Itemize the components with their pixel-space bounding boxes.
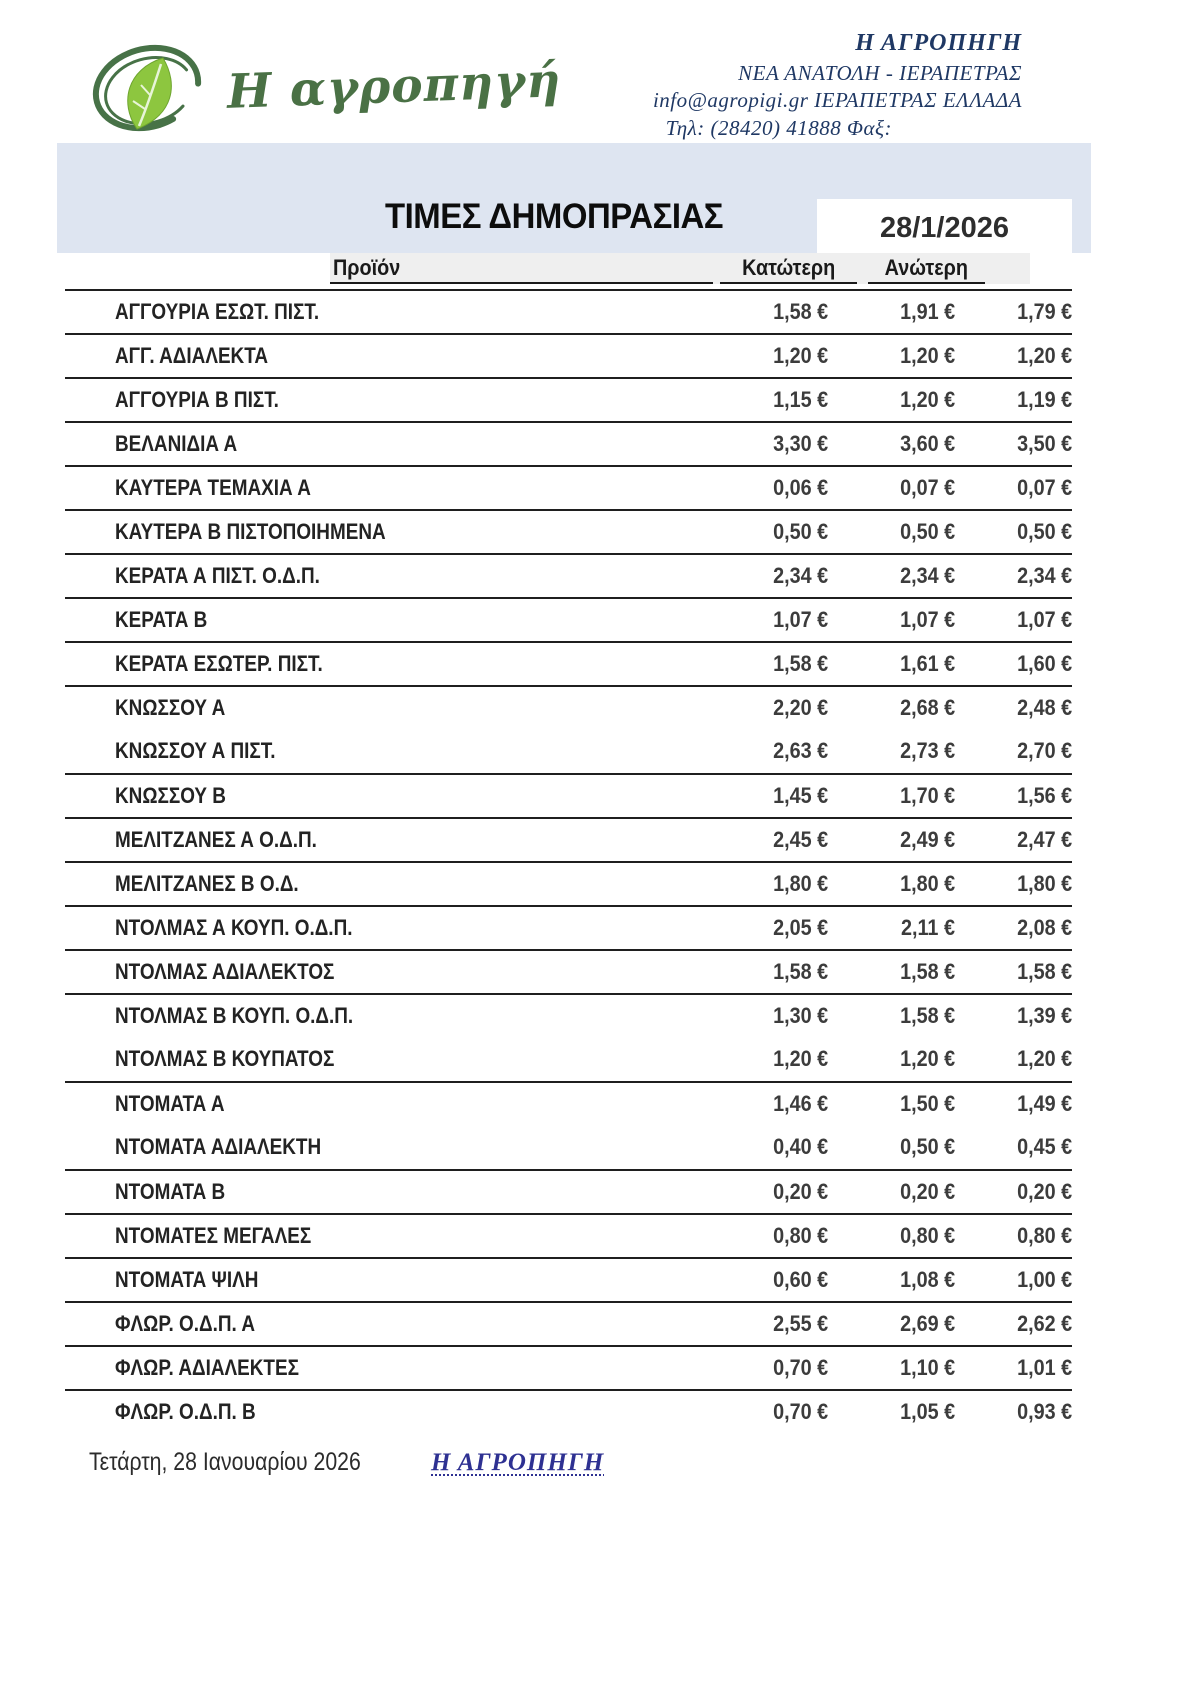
table-row	[65, 1081, 1072, 1125]
price-low-cell: 1,58 €	[772, 959, 828, 984]
company-logo	[85, 22, 561, 143]
price-high-cell: 1,08 €	[899, 1267, 955, 1292]
table-row	[65, 641, 1072, 685]
price-low-cell: 2,45 €	[772, 827, 828, 852]
page-footer	[65, 1448, 604, 1477]
product-name-cell: ΝΤΟΛΜΑΣ Β ΚΟΥΠΑΤΟΣ	[115, 1046, 335, 1071]
price-high-cell: 2,11 €	[901, 915, 955, 940]
product-name-cell: ΚΕΡΑΤΑ ΕΣΩΤΕΡ. ΠΙΣΤ.	[115, 651, 323, 676]
table-row	[65, 1301, 1072, 1345]
table-row	[65, 729, 1072, 773]
price-low-cell: 0,70 €	[772, 1355, 828, 1380]
product-name-cell: ΦΛΩΡ. Ο.Δ.Π. Β	[115, 1399, 256, 1424]
price-low-cell: 0,80 €	[772, 1223, 828, 1248]
price-avg-cell: 1,56 €	[1016, 783, 1072, 808]
table-row	[65, 1125, 1072, 1169]
table-row	[65, 1169, 1072, 1213]
letterhead	[85, 22, 1022, 143]
price-avg-cell: 1,79 €	[1016, 299, 1072, 324]
price-high-cell: 1,20 €	[899, 387, 955, 412]
product-name-cell: ΝΤΟΜΑΤΑ ΨΙΛΗ	[115, 1267, 259, 1292]
price-high-cell: 2,68 €	[899, 695, 955, 720]
footer-signature: Η ΑΓΡΟΠΗΓΗ	[431, 1449, 605, 1476]
price-low-cell: 2,63 €	[772, 738, 828, 763]
price-avg-cell: 0,93 €	[1016, 1399, 1072, 1424]
price-low-cell: 2,34 €	[772, 563, 828, 588]
price-low-cell: 1,46 €	[772, 1091, 828, 1116]
price-avg-cell: 2,34 €	[1016, 563, 1072, 588]
product-name-cell: ΑΓΓΟΥΡΙΑ ΕΣΩΤ. ΠΙΣΤ.	[115, 299, 320, 324]
price-high-cell: 1,05 €	[899, 1399, 955, 1424]
product-name-cell: ΑΓΓ. ΑΔΙΑΛΕΚΤΑ	[115, 343, 269, 368]
price-high-cell: 0,80 €	[899, 1223, 955, 1248]
org-address-block	[653, 22, 1022, 143]
price-avg-cell: 0,80 €	[1016, 1223, 1072, 1248]
product-name-cell: ΚΝΩΣΣΟΥ Β	[115, 783, 226, 808]
price-low-cell: 1,07 €	[772, 607, 828, 632]
price-low-cell: 0,20 €	[772, 1179, 828, 1204]
table-row	[65, 1389, 1072, 1433]
price-low-cell: 1,20 €	[772, 343, 828, 368]
price-low-cell: 1,80 €	[772, 871, 828, 896]
price-low-cell: 2,55 €	[772, 1311, 828, 1336]
product-name-cell: ΝΤΟΜΑΤΑ ΑΔΙΑΛΕΚΤΗ	[115, 1134, 322, 1159]
org-name: Η ΑΓΡΟΠΗΓΗ	[855, 30, 1022, 56]
org-location: ΝΕΑ ΑΝΑΤΟΛΗ - ΙΕΡΑΠΕΤΡΑΣ	[738, 60, 1022, 85]
price-high-cell: 1,61 €	[899, 651, 955, 676]
table-row	[65, 861, 1072, 905]
table-row	[65, 333, 1072, 377]
leaf-logo-icon	[85, 31, 217, 141]
table-row	[65, 509, 1072, 553]
price-low-cell: 2,05 €	[772, 915, 828, 940]
table-row	[65, 685, 1072, 729]
price-avg-cell: 0,07 €	[1016, 475, 1072, 500]
price-table-body	[65, 289, 1087, 1433]
price-high-cell: 0,50 €	[899, 1134, 955, 1159]
table-row	[65, 377, 1072, 421]
price-high-cell: 1,80 €	[899, 871, 955, 896]
product-name-cell: ΦΛΩΡ. Ο.Δ.Π. Α	[115, 1311, 256, 1336]
price-high-cell: 0,07 €	[899, 475, 955, 500]
price-avg-cell: 1,00 €	[1016, 1267, 1072, 1292]
table-row	[65, 465, 1072, 509]
product-name-cell: ΚΝΩΣΣΟΥ Α	[115, 695, 226, 720]
product-name-cell: ΝΤΟΛΜΑΣ Β ΚΟΥΠ. Ο.Δ.Π.	[115, 1003, 354, 1028]
price-high-cell: 2,73 €	[899, 738, 955, 763]
table-row	[65, 1257, 1072, 1301]
price-high-cell: 1,20 €	[899, 1046, 955, 1071]
table-row	[65, 773, 1072, 817]
price-high-cell: 1,58 €	[899, 959, 955, 984]
price-low-cell: 2,20 €	[772, 695, 828, 720]
price-low-cell: 0,40 €	[772, 1134, 828, 1159]
price-avg-cell: 1,07 €	[1016, 607, 1072, 632]
product-name-cell: ΚΕΡΑΤΑ Α ΠΙΣΤ. Ο.Δ.Π.	[115, 563, 320, 588]
price-avg-cell: 1,20 €	[1016, 1046, 1072, 1071]
product-name-cell: ΚΝΩΣΣΟΥ Α ΠΙΣΤ.	[115, 738, 276, 763]
price-avg-cell: 0,45 €	[1016, 1134, 1072, 1159]
price-avg-cell: 1,80 €	[1016, 871, 1072, 896]
table-row	[65, 289, 1072, 333]
product-name-cell: ΚΑΥΤΕΡΑ ΤΕΜΑΧΙΑ Α	[115, 475, 311, 500]
product-name-cell: ΝΤΟΛΜΑΣ Α ΚΟΥΠ. Ο.Δ.Π.	[115, 915, 353, 940]
column-header-low: Κατώτερη	[720, 253, 857, 284]
product-name-cell: ΜΕΛΙΤΖΑΝΕΣ Α Ο.Δ.Π.	[115, 827, 317, 852]
price-high-cell: 2,69 €	[899, 1311, 955, 1336]
price-avg-cell: 2,62 €	[1016, 1311, 1072, 1336]
price-low-cell: 0,06 €	[772, 475, 828, 500]
product-name-cell: ΒΕΛΑΝΙΔΙΑ Α	[115, 431, 238, 456]
price-low-cell: 1,30 €	[772, 1003, 828, 1028]
product-name-cell: ΑΓΓΟΥΡΙΑ Β ΠΙΣΤ.	[115, 387, 279, 412]
column-header-high: Ανώτερη	[868, 253, 985, 284]
price-avg-cell: 1,60 €	[1016, 651, 1072, 676]
product-name-cell: ΝΤΟΜΑΤΑ Β	[115, 1179, 226, 1204]
price-high-cell: 1,07 €	[899, 607, 955, 632]
logo-script-text: Η αγροπηγή	[226, 53, 563, 120]
product-name-cell: ΝΤΟΜΑΤΑ Α	[115, 1091, 225, 1116]
price-low-cell: 1,15 €	[772, 387, 828, 412]
price-avg-cell: 0,20 €	[1016, 1179, 1072, 1204]
price-avg-cell: 1,19 €	[1016, 387, 1072, 412]
price-avg-cell: 0,50 €	[1016, 519, 1072, 544]
table-row	[65, 949, 1072, 993]
table-row	[65, 905, 1072, 949]
table-row	[65, 1213, 1072, 1257]
price-high-cell: 0,20 €	[899, 1179, 955, 1204]
price-high-cell: 2,34 €	[899, 563, 955, 588]
table-row	[65, 1345, 1072, 1389]
footer-long-date: Τετάρτη, 28 Ιανουαρίου 2026	[88, 1448, 361, 1476]
table-row	[65, 1037, 1072, 1081]
price-avg-cell: 2,47 €	[1016, 827, 1072, 852]
table-row	[65, 597, 1072, 641]
price-avg-cell: 1,49 €	[1016, 1091, 1072, 1116]
price-avg-cell: 1,01 €	[1016, 1355, 1072, 1380]
price-avg-cell: 1,58 €	[1016, 959, 1072, 984]
product-name-cell: ΝΤΟΛΜΑΣ ΑΔΙΑΛΕΚΤΟΣ	[115, 959, 335, 984]
table-row	[65, 421, 1072, 465]
price-low-cell: 0,50 €	[772, 519, 828, 544]
org-contact: info@agropigi.gr ΙΕΡΑΠΕΤΡΑΣ ΕΛΛΑΔΑ	[652, 88, 1022, 113]
table-header-row	[330, 253, 1030, 284]
price-avg-cell: 2,48 €	[1016, 695, 1072, 720]
price-avg-cell: 1,39 €	[1016, 1003, 1072, 1028]
product-name-cell: ΦΛΩΡ. ΑΔΙΑΛΕΚΤΕΣ	[115, 1355, 299, 1380]
table-row	[65, 817, 1072, 861]
table-row	[65, 553, 1072, 597]
title-banner	[57, 143, 1091, 253]
price-low-cell: 0,60 €	[772, 1267, 828, 1292]
product-name-cell: ΜΕΛΙΤΖΑΝΕΣ Β Ο.Δ.	[115, 871, 299, 896]
price-low-cell: 1,45 €	[772, 783, 828, 808]
price-avg-cell: 3,50 €	[1016, 431, 1072, 456]
price-high-cell: 2,49 €	[899, 827, 955, 852]
page-title: ΤΙΜΕΣ ΔΗΜΟΠΡΑΣΙΑΣ	[385, 197, 724, 236]
price-high-cell: 1,20 €	[899, 343, 955, 368]
price-high-cell: 1,50 €	[899, 1091, 955, 1116]
product-name-cell: ΚΑΥΤΕΡΑ Β ΠΙΣΤΟΠΟΙΗΜΕΝΑ	[115, 519, 386, 544]
price-low-cell: 3,30 €	[772, 431, 828, 456]
price-high-cell: 1,70 €	[899, 783, 955, 808]
price-low-cell: 1,58 €	[772, 299, 828, 324]
table-row	[65, 993, 1072, 1037]
org-phone: Τηλ: (28420) 41888 Φαξ:	[665, 116, 892, 141]
price-high-cell: 0,50 €	[899, 519, 955, 544]
price-avg-cell: 1,20 €	[1016, 343, 1072, 368]
price-high-cell: 1,10 €	[899, 1355, 955, 1380]
price-avg-cell: 2,08 €	[1016, 915, 1072, 940]
auction-date-box: 28/1/2026	[817, 199, 1072, 257]
product-name-cell: ΝΤΟΜΑΤΕΣ ΜΕΓΑΛΕΣ	[115, 1223, 312, 1248]
price-low-cell: 1,58 €	[772, 651, 828, 676]
price-avg-cell: 2,70 €	[1016, 738, 1072, 763]
price-high-cell: 3,60 €	[899, 431, 955, 456]
price-high-cell: 1,91 €	[899, 299, 955, 324]
price-high-cell: 1,58 €	[899, 1003, 955, 1028]
price-low-cell: 1,20 €	[772, 1046, 828, 1071]
column-header-product: Προϊόν	[330, 253, 713, 284]
price-low-cell: 0,70 €	[772, 1399, 828, 1424]
product-name-cell: ΚΕΡΑΤΑ Β	[115, 607, 208, 632]
